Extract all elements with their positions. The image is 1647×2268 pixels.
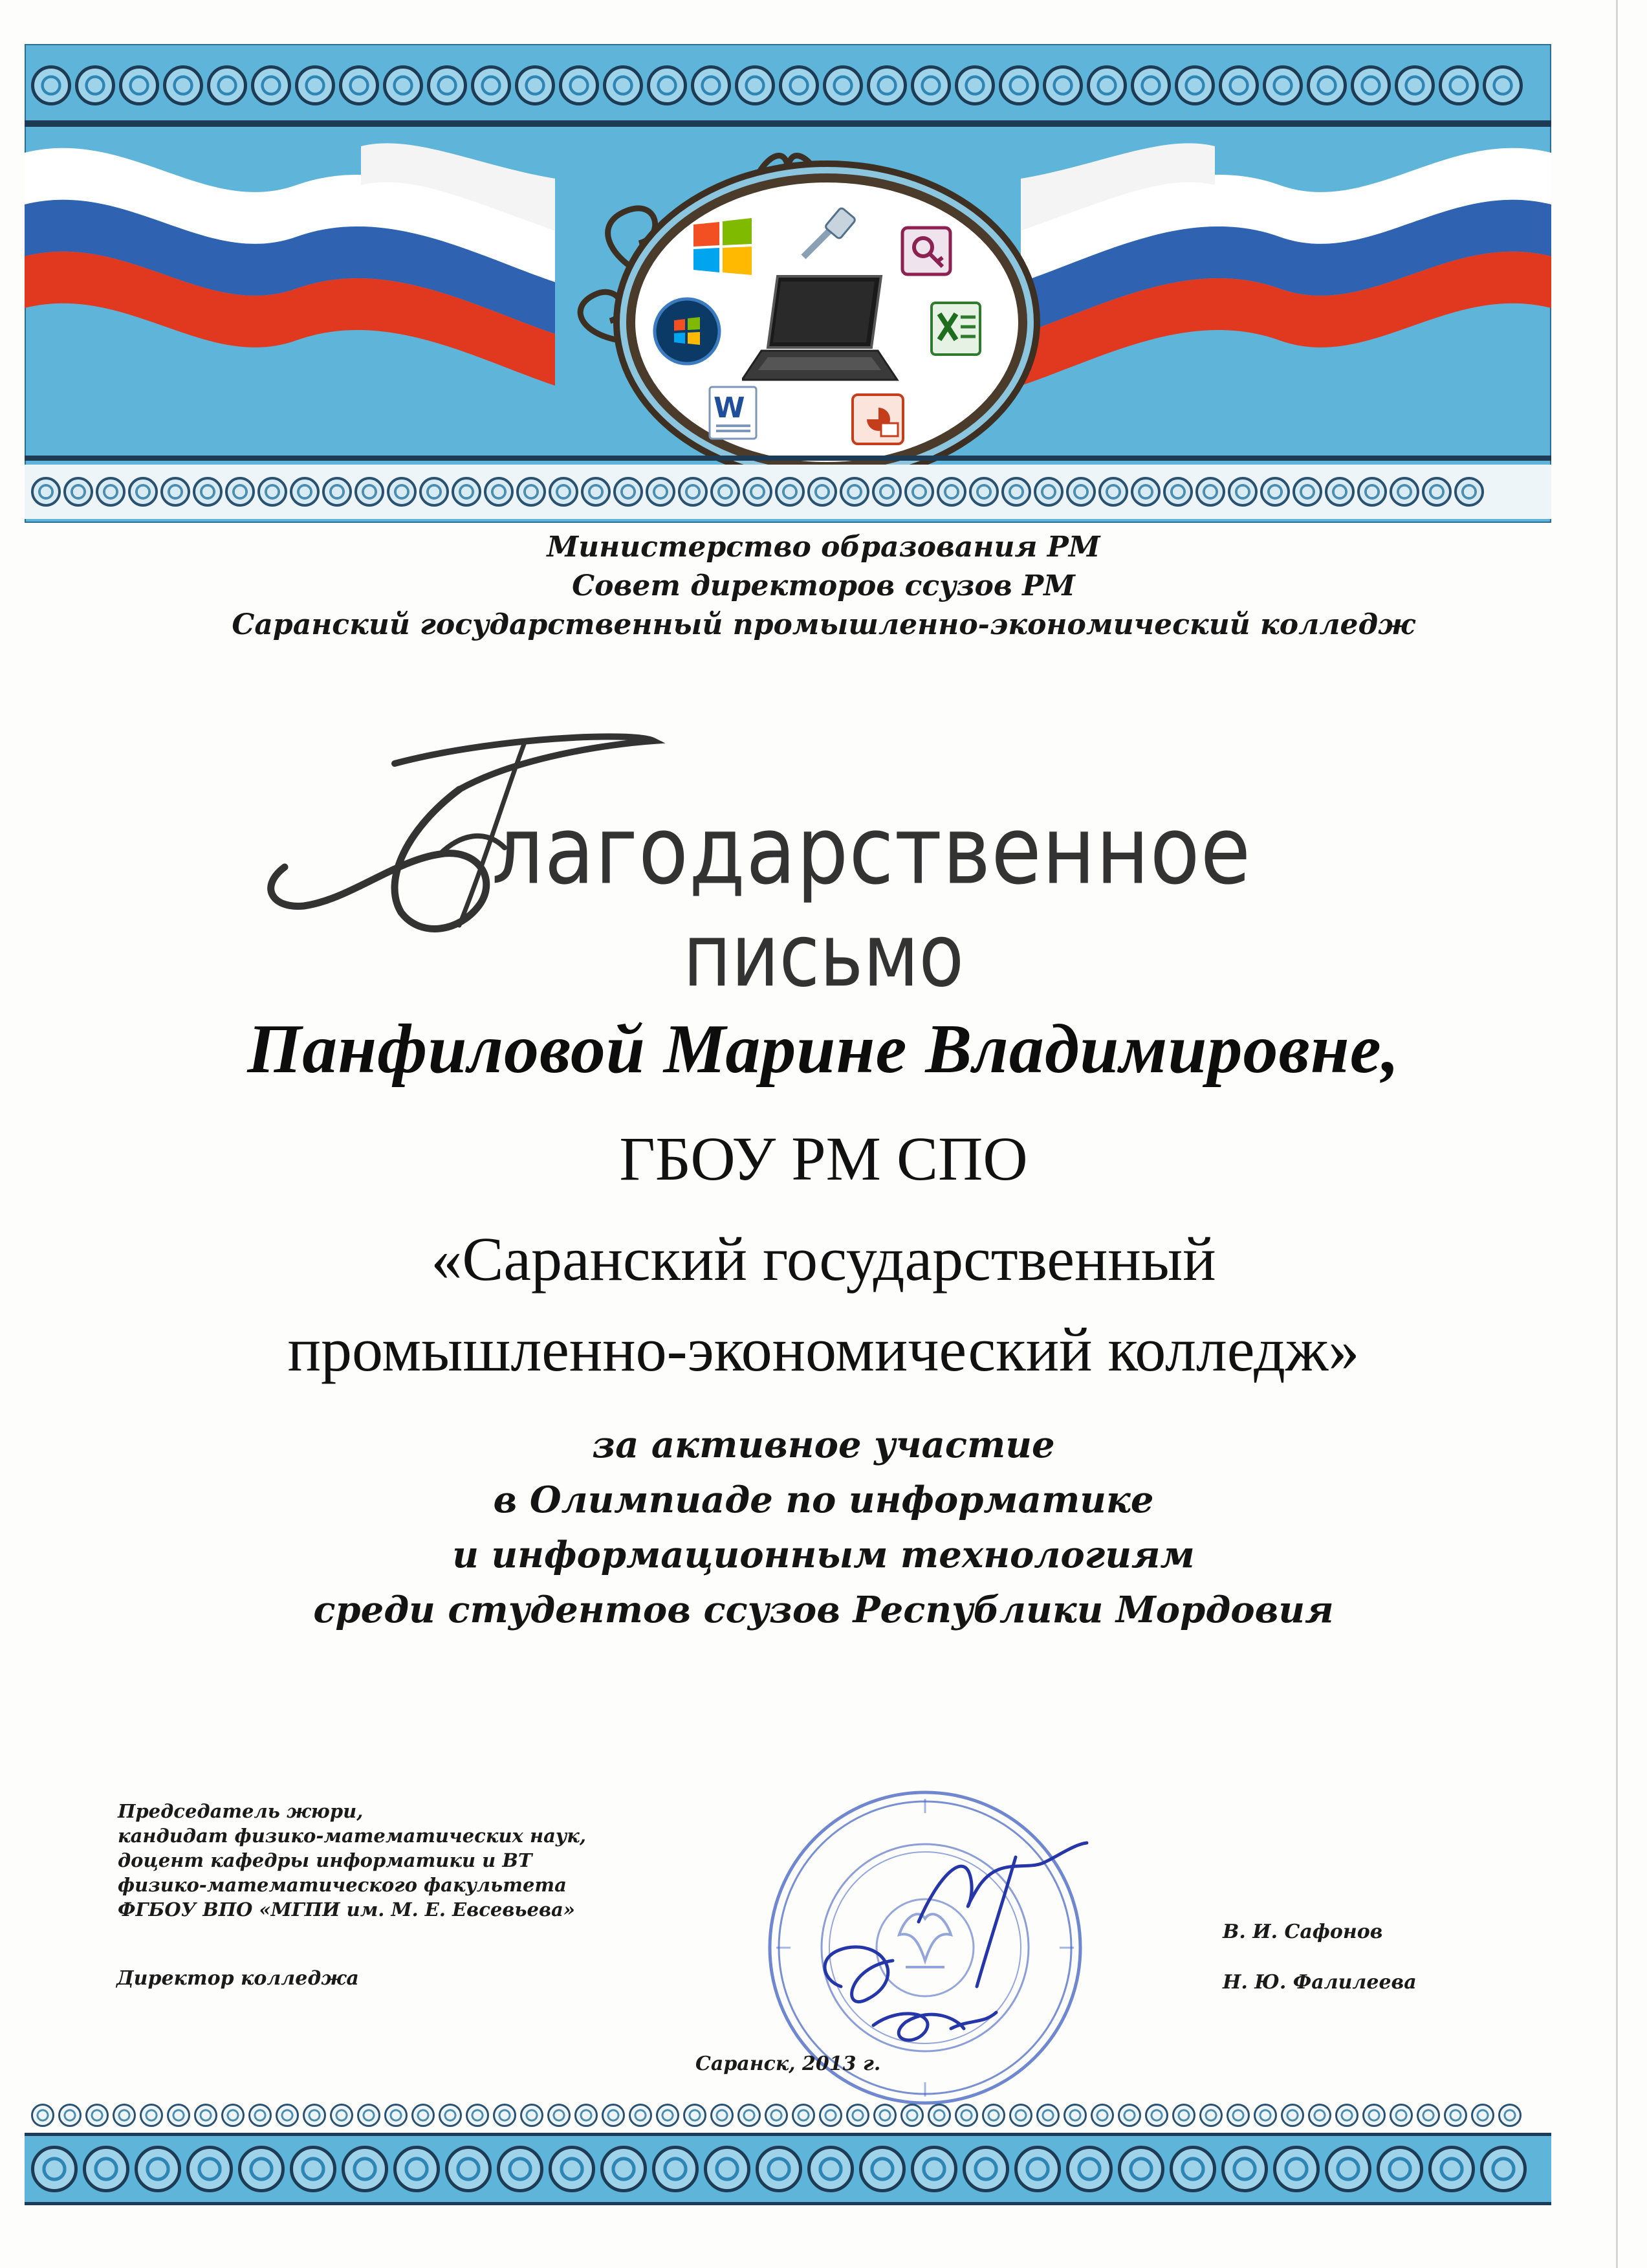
ornament-coin — [1172, 2104, 1195, 2127]
ornament-coin — [393, 2146, 440, 2192]
ornament-coin — [904, 477, 934, 507]
ornament-coin — [928, 2104, 951, 2127]
ornament-coin — [1335, 2104, 1358, 2127]
header-college: Саранский государственный промышленно-экономический колледж — [232, 608, 1415, 641]
jury-title-line-4: физико-математического факультета — [118, 1874, 567, 1896]
ornament-coin — [1439, 65, 1479, 105]
ornament-coin — [603, 65, 643, 105]
ornament-coin — [1199, 2104, 1223, 2127]
ornament-coin — [1066, 477, 1096, 507]
bottom-ornament-strip — [25, 2102, 1551, 2129]
ornament-coin — [493, 2104, 516, 2127]
ornament-coin — [452, 477, 481, 507]
ornament-coin — [1195, 477, 1225, 507]
ornament-coin — [1428, 2146, 1475, 2192]
ornament-coin — [846, 2104, 869, 2127]
ornament-coin — [484, 477, 514, 507]
ornament-coin — [1444, 2104, 1467, 2127]
ornament-coin — [1043, 65, 1083, 105]
ornament-coin — [1254, 2104, 1277, 2127]
ornament-coin — [471, 65, 511, 105]
ornament-coin — [186, 2146, 233, 2192]
jury-title-line-1: Председатель жюри, — [118, 1800, 364, 1822]
organization-name-line-2: промышленно-экономический колледж» — [287, 1315, 1360, 1384]
ornament-coin — [867, 65, 907, 105]
ornament-coin — [937, 477, 966, 507]
header-council: Совет директоров ссузов РМ — [572, 569, 1075, 602]
ornament-coin — [1014, 2146, 1061, 2192]
ornament-coin — [1293, 477, 1322, 507]
ornament-coin — [1377, 2146, 1423, 2192]
ornament-coin — [549, 477, 578, 507]
ornament-coin — [581, 477, 611, 507]
ornament-coin — [1221, 2146, 1268, 2192]
ornament-coin — [779, 65, 819, 105]
ornament-coin — [31, 477, 61, 507]
ornament-coin — [290, 477, 320, 507]
recipient-name: Панфиловой Марине Владимировне, — [247, 1011, 1400, 1088]
ornament-coin — [656, 2104, 679, 2127]
ornament-coin — [955, 2104, 978, 2127]
bottom-ornament-row — [25, 465, 1551, 519]
organization-type: ГБОУ РМ СПО — [619, 1124, 1028, 1193]
ornament-coin — [83, 2146, 129, 2192]
ornament-coin — [549, 2146, 595, 2192]
ornament-coin — [1417, 2104, 1440, 2127]
ornament-coin — [357, 2104, 380, 2127]
ornament-coin — [160, 477, 190, 507]
jury-title-line-5: ФГБОУ ВПО «МГПИ им. М. Е. Евсевьева» — [118, 1899, 575, 1921]
right-flag-ribbon — [1021, 143, 1551, 386]
ornament-coin — [807, 477, 837, 507]
ornament-coin — [96, 477, 125, 507]
ornament-coin — [1063, 2104, 1087, 2127]
ornament-coin — [257, 477, 287, 507]
software-icons-medallion — [626, 173, 1027, 471]
ornament-coin — [290, 2146, 336, 2192]
ornament-coin — [276, 2104, 299, 2127]
title-line-1: лагодарственное — [492, 796, 1252, 906]
ornament-coin — [574, 2104, 598, 2127]
ornament-coin — [756, 2146, 802, 2192]
ornament-coin — [1034, 477, 1063, 507]
ornament-coin — [128, 477, 158, 507]
top-banner — [25, 44, 1551, 523]
ornament-coin — [497, 2146, 543, 2192]
ornament-coin — [1390, 2104, 1413, 2127]
ornament-coin — [445, 2146, 492, 2192]
ornament-coin — [1145, 2104, 1168, 2127]
ornament-coin — [678, 477, 708, 507]
ornament-coin — [354, 477, 384, 507]
ornament-coin — [969, 477, 999, 507]
ornament-coin — [872, 477, 902, 507]
ornament-coin — [75, 65, 115, 105]
ornament-coin — [743, 477, 772, 507]
ornament-coin — [559, 65, 599, 105]
ornament-coin — [383, 65, 423, 105]
banner-divider-lower — [25, 456, 1551, 461]
ornament-coin — [765, 2104, 788, 2127]
ornament-coin — [303, 2104, 326, 2127]
ornament-coin — [1260, 477, 1290, 507]
ornament-coin — [520, 2104, 543, 2127]
ornament-coin — [704, 2146, 750, 2192]
ornament-coin — [792, 2104, 815, 2127]
ornament-coin — [840, 477, 869, 507]
ornament-coin — [439, 2104, 462, 2127]
ornament-coin — [466, 2104, 489, 2127]
ornament-coin — [1118, 2104, 1141, 2127]
ornament-coin — [339, 65, 379, 105]
ornament-coin — [1480, 2146, 1527, 2192]
ornament-coin — [330, 2104, 353, 2127]
ornament-coin — [600, 2146, 647, 2192]
left-flag-ribbon — [25, 143, 555, 386]
ornament-coin — [1362, 2104, 1386, 2127]
ornament-coin — [911, 2146, 957, 2192]
ornament-coin — [1066, 2146, 1113, 2192]
director-title: Директор колледжа — [116, 1967, 359, 1990]
jury-title-line-2: кандидат физико-математических наук, — [118, 1825, 586, 1847]
ornament-coin — [982, 2104, 1005, 2127]
jury-title-line-3: доцент кафедры информатики и ВТ — [118, 1849, 532, 1871]
ornament-coin — [859, 2146, 906, 2192]
ornament-coin — [85, 2104, 109, 2127]
ornament-coin — [1087, 65, 1127, 105]
ornament-coin — [295, 65, 335, 105]
ornament-coin — [652, 2146, 699, 2192]
ornament-coin — [807, 2146, 854, 2192]
jury-chair-block — [118, 1799, 700, 1922]
ornament-coin — [963, 2146, 1009, 2192]
ornament-coin — [31, 65, 71, 105]
ornament-coin — [613, 477, 643, 507]
ornament-coin — [646, 477, 675, 507]
ornament-coin — [1228, 477, 1258, 507]
ornament-coin — [1308, 2104, 1331, 2127]
network-cable-icon — [794, 195, 865, 267]
word-icon — [697, 377, 768, 448]
powerpoint-icon — [842, 383, 913, 454]
ornament-coin — [207, 65, 247, 105]
ornament-coin — [238, 2146, 285, 2192]
ornament-coin — [1163, 477, 1193, 507]
ornament-coin — [691, 65, 731, 105]
page-edge — [1616, 0, 1618, 2268]
ornament-coin — [1390, 477, 1419, 507]
ornament-coin — [1091, 2104, 1114, 2127]
ornament-coin — [248, 2104, 272, 2127]
ornament-coin — [1098, 477, 1128, 507]
banner-divider — [25, 120, 1551, 127]
ornament-coin — [1219, 65, 1259, 105]
place-and-date: Саранск, 2013 г. — [695, 2053, 881, 2075]
svg-text:W: W — [713, 391, 745, 424]
ornament-coin — [683, 2104, 706, 2127]
ornament-coin — [411, 2104, 435, 2127]
ornament-coin — [1001, 477, 1031, 507]
ornament-coin — [873, 2104, 897, 2127]
ornament-coin — [342, 2146, 388, 2192]
ornament-coin — [135, 2146, 181, 2192]
ornament-coin — [1036, 2104, 1060, 2127]
ornament-coin — [163, 65, 203, 105]
ornament-coin — [911, 65, 951, 105]
reason-line-4: среди студентов ссузов Республики Мордовия — [313, 1589, 1334, 1631]
ornament-coin — [819, 2104, 842, 2127]
ornament-coin — [516, 477, 546, 507]
ornament-coin — [1273, 2146, 1320, 2192]
title-initial-text: Б — [459, 908, 479, 938]
ornament-coin — [387, 477, 417, 507]
ornament-coin — [322, 477, 352, 507]
ornament-coin — [427, 65, 467, 105]
ornament-coin — [710, 477, 740, 507]
ornament-coin — [735, 65, 775, 105]
ornament-coin — [194, 2104, 217, 2127]
ornament-coin — [113, 2104, 136, 2127]
reason-line-2: в Олимпиаде по информатике — [493, 1479, 1154, 1521]
ornament-coin — [999, 65, 1039, 105]
ornament-coin — [1357, 477, 1387, 507]
organization-name-line-1: «Саранский государственный — [431, 1224, 1216, 1294]
ornament-coin — [63, 477, 93, 507]
director-name: Н. Ю. Фалилеева — [1223, 1971, 1417, 1994]
ornament-coin — [221, 2104, 245, 2127]
ornament-coin — [710, 2104, 734, 2127]
ornament-coin — [1498, 2104, 1522, 2127]
bottom-ornament-band — [25, 2133, 1551, 2205]
ornament-coin — [1325, 477, 1355, 507]
ornament-coin — [1227, 2104, 1250, 2127]
ornament-coin — [955, 65, 995, 105]
ornament-coin — [1009, 2104, 1032, 2127]
ornament-coin — [1325, 2146, 1371, 2192]
ornament-coin — [31, 2146, 78, 2192]
ornament-coin — [647, 65, 687, 105]
ornament-coin — [1307, 65, 1347, 105]
ornament-coin — [1281, 2104, 1304, 2127]
ornament-coin — [602, 2104, 625, 2127]
ornament-coin — [1351, 65, 1391, 105]
ornament-coin — [1131, 477, 1161, 507]
ornament-coin — [1483, 65, 1523, 105]
windows-orb-icon — [648, 292, 726, 370]
ornament-coin — [251, 65, 291, 105]
ornament-coin — [1471, 2104, 1494, 2127]
ornament-coin — [900, 2104, 924, 2127]
title-line-2: письмо — [682, 905, 965, 1006]
ornament-coin — [1454, 477, 1484, 507]
ornament-coin — [140, 2104, 163, 2127]
ornament-coin — [629, 2104, 652, 2127]
ornament-coin — [58, 2104, 82, 2127]
ornament-coin — [737, 2104, 761, 2127]
ornament-coin — [119, 65, 159, 105]
ornament-coin — [1395, 65, 1435, 105]
excel-icon — [920, 292, 991, 364]
ornament-coin — [225, 477, 255, 507]
ornament-coin — [384, 2104, 408, 2127]
top-ornament-row — [25, 56, 1551, 115]
ornament-coin — [31, 2104, 54, 2127]
ornament-coin — [1118, 2146, 1164, 2192]
ornament-coin — [419, 477, 449, 507]
ornament-coin — [167, 2104, 190, 2127]
ornament-coin — [1131, 65, 1171, 105]
ornament-coin — [193, 477, 223, 507]
reason-line-1: за активное участие — [592, 1424, 1055, 1466]
ornament-coin — [515, 65, 555, 105]
ornament-coin — [1175, 65, 1215, 105]
header-ministry: Министерство образования РМ — [547, 531, 1100, 564]
reason-line-3: и информационным технологиям — [452, 1534, 1195, 1576]
ornament-coin — [775, 477, 805, 507]
ornament-coin — [547, 2104, 571, 2127]
jury-chair-name: В. И. Сафонов — [1223, 1921, 1383, 1943]
ornament-coin — [1170, 2146, 1216, 2192]
ornament-coin — [823, 65, 863, 105]
ornament-coin — [1263, 65, 1303, 105]
ornament-coin — [1422, 477, 1452, 507]
